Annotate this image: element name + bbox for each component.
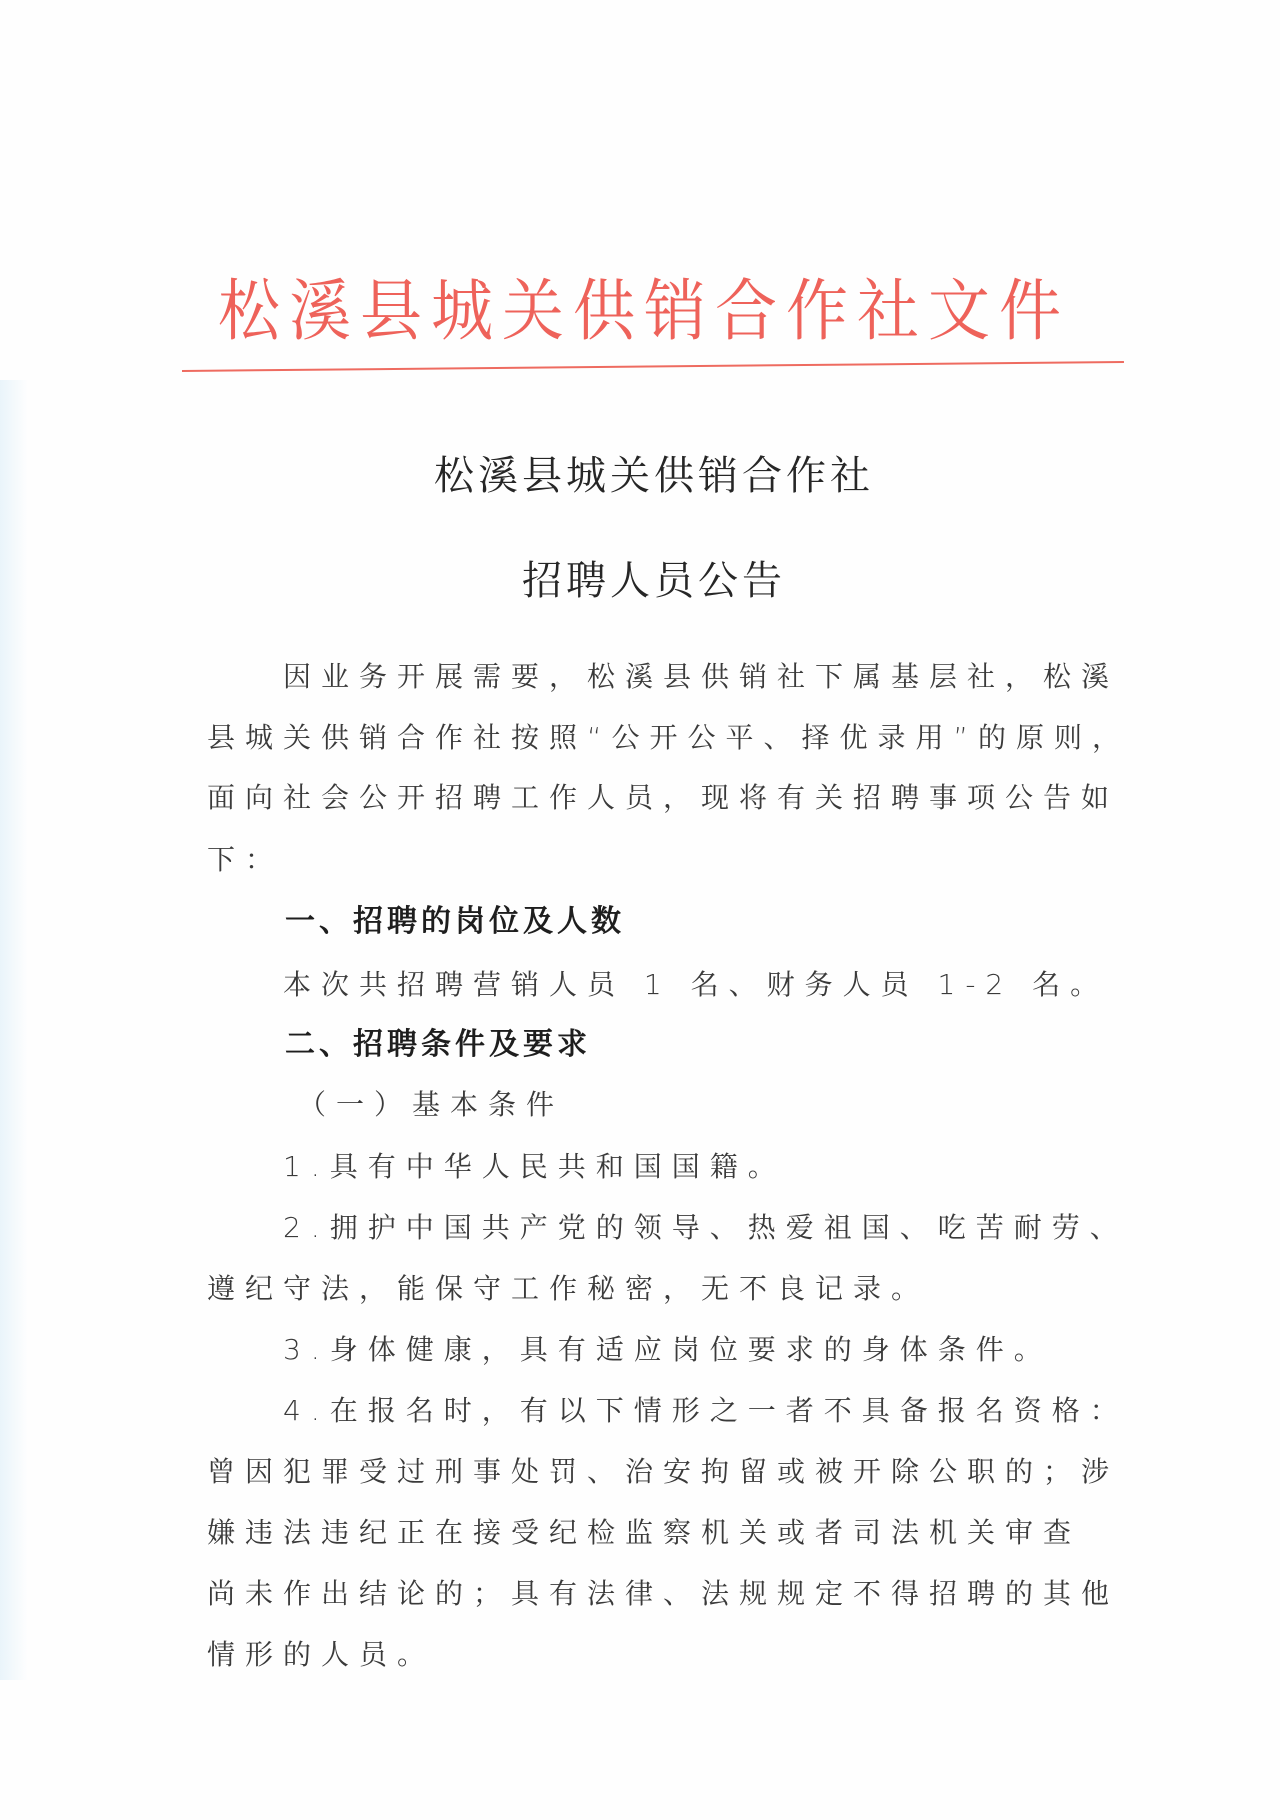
condition-item-1: 1.具有中华人民共和国国籍。 bbox=[283, 1150, 786, 1183]
letterhead-rule bbox=[182, 361, 1124, 372]
condition-item-2-cont: 遵纪守法，能保守工作秘密，无不良记录。 bbox=[207, 1272, 930, 1305]
section-2-heading: 二、招聘条件及要求 bbox=[285, 1027, 591, 1062]
condition-item-4-cont-1: 曾因犯罪受过刑事处罚、治安拘留或被开除公职的；涉 bbox=[207, 1455, 1120, 1488]
intro-line-3: 面向社会公开招聘工作人员，现将有关招聘事项公告如 bbox=[207, 781, 1120, 814]
intro-line-4: 下： bbox=[207, 843, 284, 876]
condition-item-4-cont-4: 情形的人员。 bbox=[207, 1638, 436, 1671]
condition-item-2: 2.拥护中国共产党的领导、热爱祖国、吃苦耐劳、 bbox=[283, 1211, 1128, 1244]
condition-item-4-cont-3: 尚未作出结论的；具有法律、法规规定不得招聘的其他 bbox=[207, 1577, 1120, 1610]
document-title-line-2: 招聘人员公告 bbox=[522, 558, 786, 604]
condition-item-3: 3.身体健康，具有适应岗位要求的身体条件。 bbox=[283, 1333, 1052, 1366]
section-1-heading: 一、招聘的岗位及人数 bbox=[285, 904, 625, 939]
document-title-line-1: 松溪县城关供销合作社 bbox=[434, 453, 874, 499]
intro-line-2: 县城关供销合作社按照“公开公平、择优录用”的原则， bbox=[207, 721, 1131, 754]
section-2-subheading: （一）基本条件 bbox=[298, 1088, 565, 1121]
letterhead-title: 松溪县城关供销合作社文件 bbox=[218, 271, 1071, 351]
section-1-text: 本次共招聘营销人员 1 名、财务人员 1-2 名。 bbox=[283, 968, 1109, 1001]
intro-line-1: 因业务开展需要，松溪县供销社下属基层社，松溪 bbox=[283, 660, 1120, 693]
condition-item-4: 4.在报名时，有以下情形之一者不具备报名资格： bbox=[283, 1394, 1128, 1427]
condition-item-4-cont-2: 嫌违法违纪正在接受纪检监察机关或者司法机关审查 bbox=[207, 1516, 1082, 1549]
